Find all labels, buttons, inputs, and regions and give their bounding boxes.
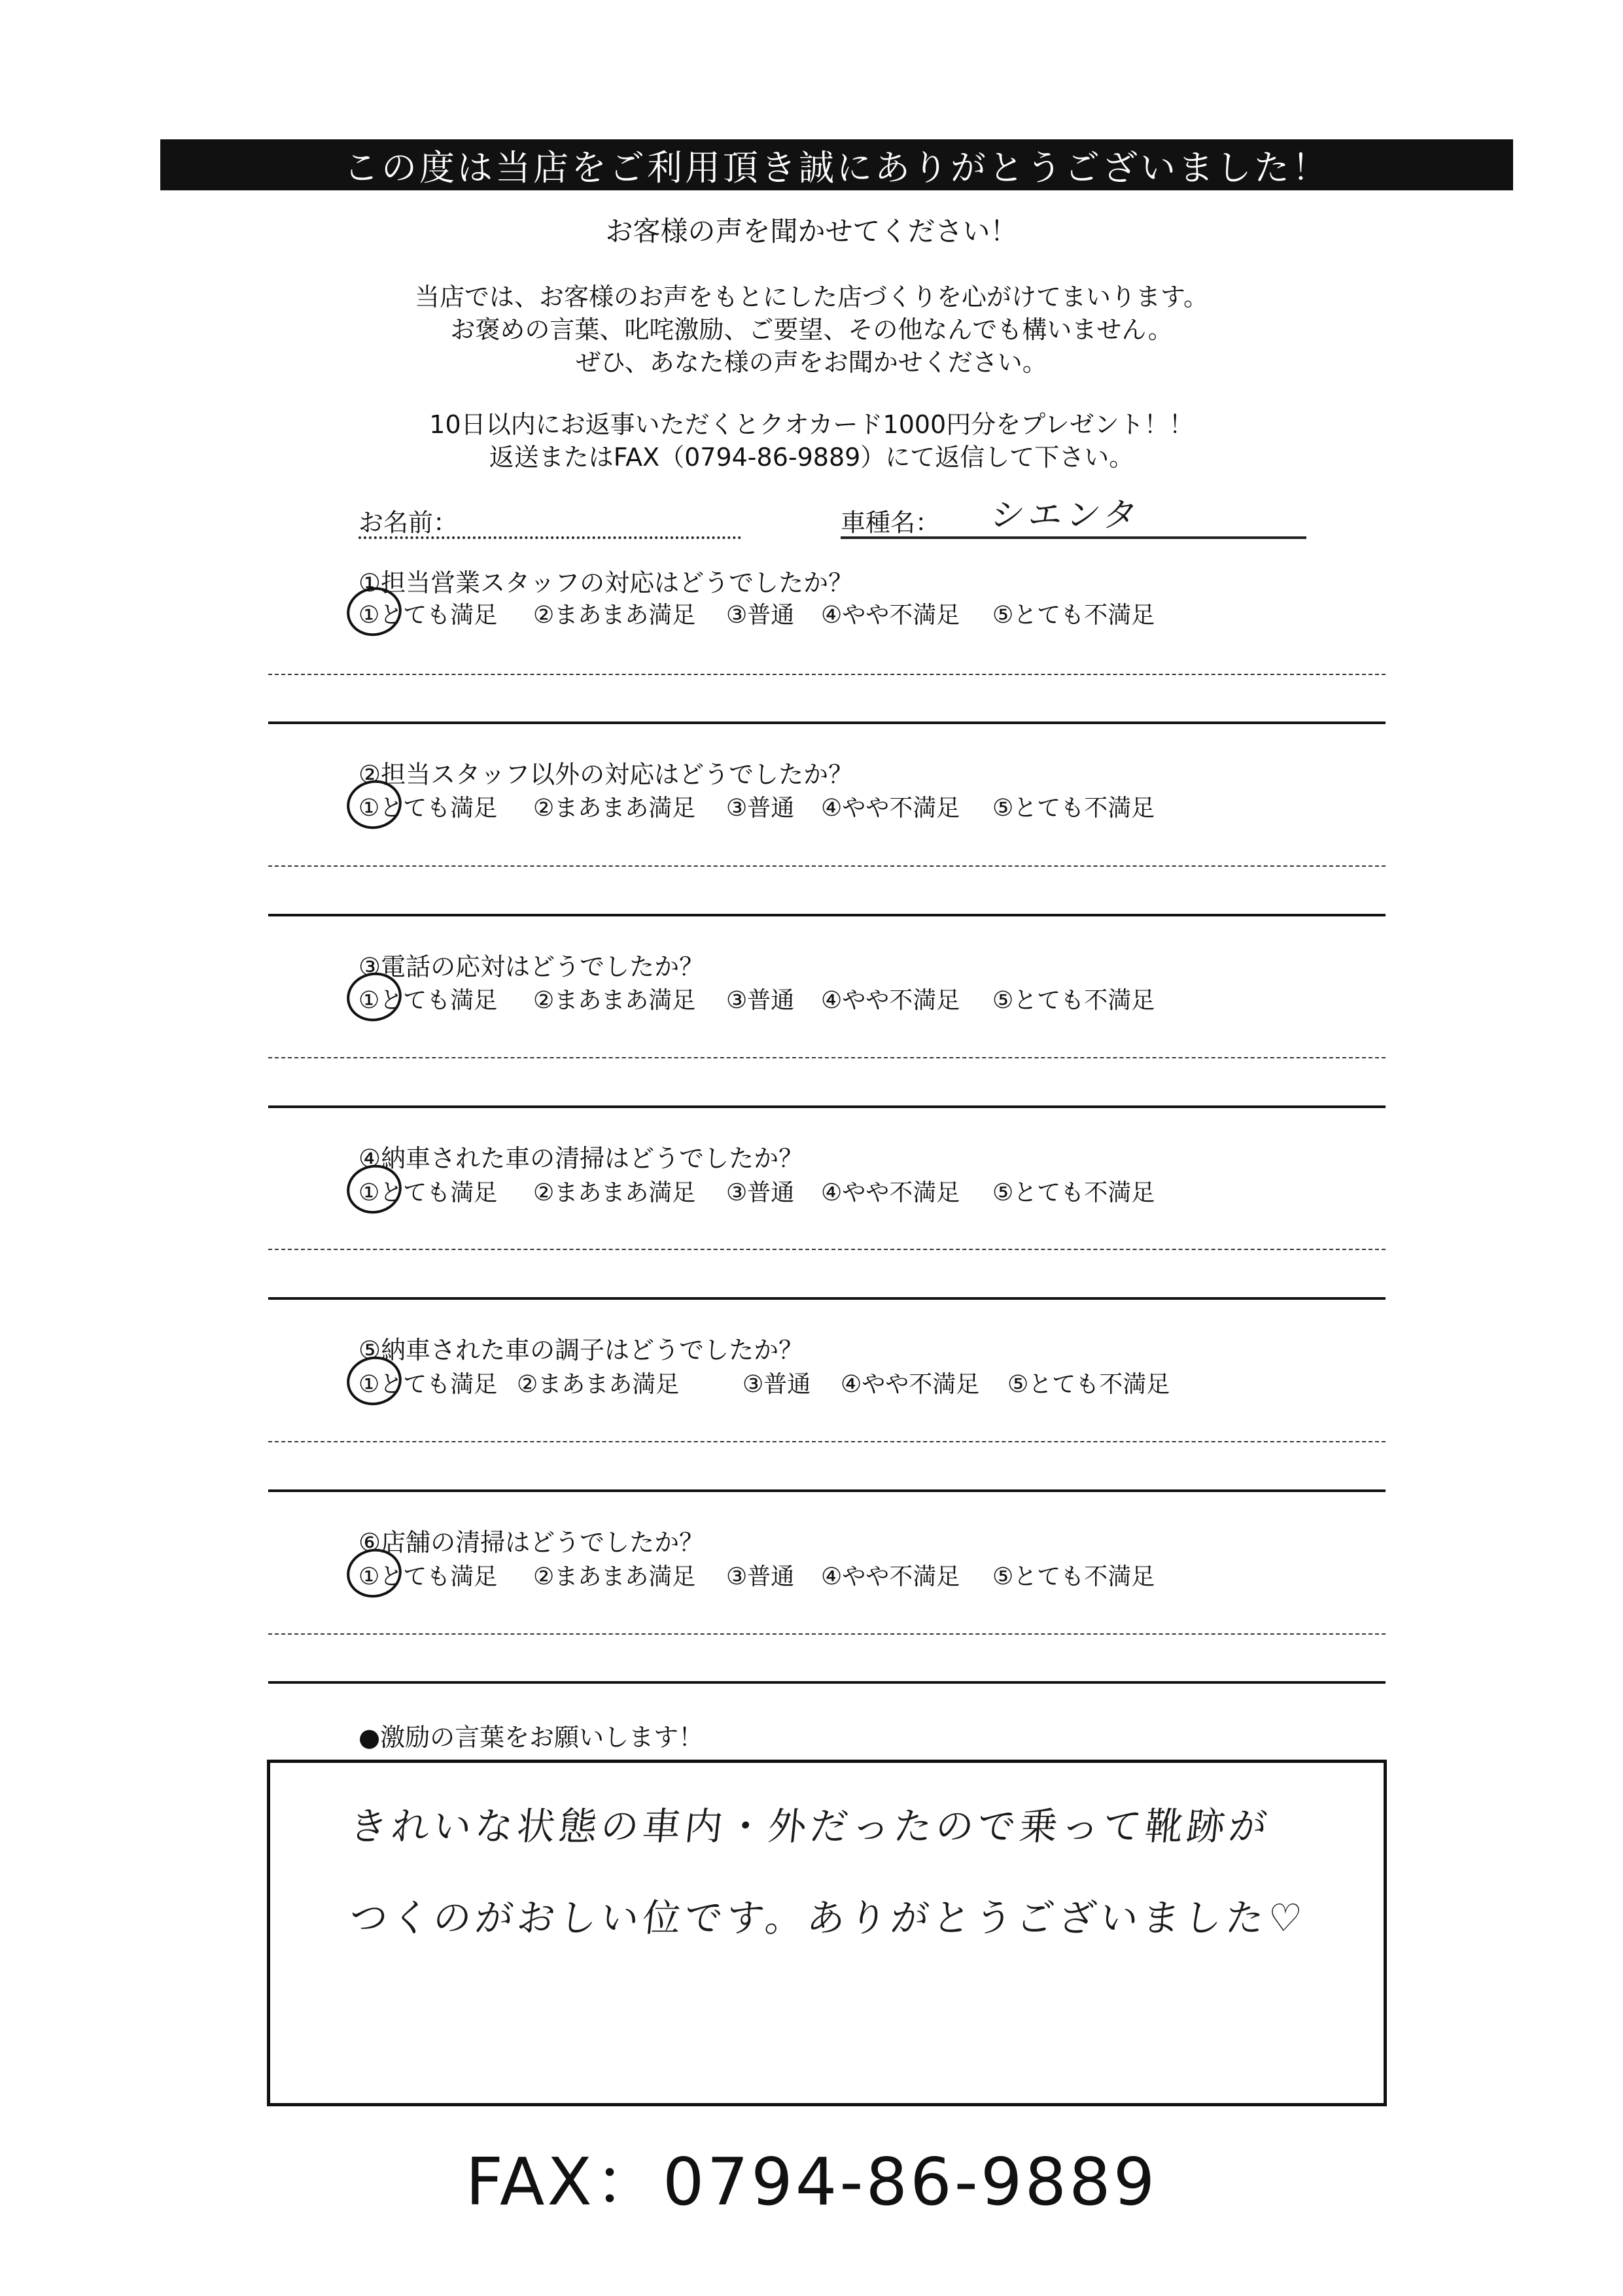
page-title: お客様の声を聞かせてください！ <box>605 215 1018 247</box>
gift-line: 10日以内にお返事いただくとクオカード1000円分をプレゼント！！ <box>429 410 1194 439</box>
q2-option-5[interactable]: ⑤とても不満足 <box>992 795 1155 822</box>
q3-option-3[interactable]: ③普通 <box>726 987 795 1014</box>
q2-option-4[interactable]: ④やや不満足 <box>821 795 960 822</box>
answer-line <box>268 1249 1386 1250</box>
q4-option-2[interactable]: ②まあまあ満足 <box>533 1179 696 1206</box>
answer-line <box>268 674 1386 675</box>
q6-option-4[interactable]: ④やや不満足 <box>821 1563 960 1590</box>
q1-option-3[interactable]: ③普通 <box>726 602 795 629</box>
q3-option-4[interactable]: ④やや不満足 <box>821 987 960 1014</box>
q5-option-1[interactable]: ①とても満足 <box>358 1371 498 1398</box>
section-divider <box>268 1297 1386 1300</box>
gift-line: 返送またはFAX（0794-86-9889）にて返信して下さい。 <box>489 443 1134 472</box>
question-3-text: ③電話の応対はどうでしたか？ <box>358 952 705 981</box>
question-4-text: ④納車された車の清掃はどうでしたか？ <box>358 1144 804 1173</box>
q2-option-3[interactable]: ③普通 <box>726 795 795 822</box>
q5-option-3[interactable]: ③普通 <box>742 1371 811 1398</box>
q6-option-2[interactable]: ②まあまあ満足 <box>533 1563 696 1590</box>
car-model-label: 車種名： <box>841 508 941 537</box>
answer-line <box>268 865 1386 867</box>
q5-option-2[interactable]: ②まあまあ満足 <box>517 1371 680 1398</box>
q3-option-5[interactable]: ⑤とても不満足 <box>992 987 1155 1014</box>
q5-option-4[interactable]: ④やや不満足 <box>841 1371 980 1398</box>
q3-option-1[interactable]: ①とても満足 <box>358 987 498 1014</box>
name-label: お名前： <box>358 508 459 537</box>
q4-option-3[interactable]: ③普通 <box>726 1179 795 1206</box>
q4-option-1[interactable]: ①とても満足 <box>358 1179 498 1206</box>
thank-you-banner: この度は当店をご利用頂き誠にありがとうございました！ <box>160 139 1513 190</box>
q1-option-5[interactable]: ⑤とても不満足 <box>992 602 1155 629</box>
intro-line: お褒めの言葉、叱咤激励、ご要望、その他なんでも構いません。 <box>450 315 1173 344</box>
fax-number: FAX：0794-86-9889 <box>465 2144 1158 2220</box>
section-divider <box>268 1681 1386 1684</box>
handwritten-comment-line: きれいな状態の車内・外だったので乗って靴跡が <box>347 1804 1274 1849</box>
q6-option-3[interactable]: ③普通 <box>726 1563 795 1590</box>
car-model-handwritten-value: シエンタ <box>988 496 1144 535</box>
q4-option-4[interactable]: ④やや不満足 <box>821 1179 960 1206</box>
section-divider <box>268 1105 1386 1108</box>
section-divider <box>268 914 1386 916</box>
q2-option-2[interactable]: ②まあまあ満足 <box>533 795 696 822</box>
q6-option-5[interactable]: ⑤とても不満足 <box>992 1563 1155 1590</box>
q3-option-2[interactable]: ②まあまあ満足 <box>533 987 696 1014</box>
name-field[interactable] <box>358 536 741 539</box>
q4-option-5[interactable]: ⑤とても不満足 <box>992 1179 1155 1206</box>
car-model-field[interactable] <box>841 536 1306 539</box>
q1-option-4[interactable]: ④やや不満足 <box>821 602 960 629</box>
q5-option-5[interactable]: ⑤とても不満足 <box>1007 1371 1170 1398</box>
question-2-text: ②担当スタッフ以外の対応はどうでしたか？ <box>358 760 854 789</box>
intro-line: 当店では、お客様のお声をもとにした店づくりを心がけてまいります。 <box>415 283 1208 311</box>
answer-line <box>268 1057 1386 1058</box>
question-1-text: ①担当営業スタッフの対応はどうでしたか？ <box>358 568 854 597</box>
q1-option-2[interactable]: ②まあまあ満足 <box>533 602 696 629</box>
answer-line <box>268 1633 1386 1635</box>
section-divider <box>268 722 1386 724</box>
section-divider <box>268 1489 1386 1492</box>
q1-option-1[interactable]: ①とても満足 <box>358 602 498 629</box>
question-5-text: ⑤納車された車の調子はどうでしたか？ <box>358 1336 804 1365</box>
answer-line <box>268 1441 1386 1442</box>
q6-option-1[interactable]: ①とても満足 <box>358 1563 498 1590</box>
q2-option-1[interactable]: ①とても満足 <box>358 795 498 822</box>
handwritten-comment-line: つくのがおしい位です。ありがとうございました♡ <box>347 1896 1308 1940</box>
intro-line: ぜひ、あなた様の声をお聞かせください。 <box>576 348 1047 377</box>
question-6-text: ⑥店舗の清掃はどうでしたか？ <box>358 1528 705 1557</box>
comment-heading: ●激励の言葉をお願いします！ <box>358 1723 704 1752</box>
